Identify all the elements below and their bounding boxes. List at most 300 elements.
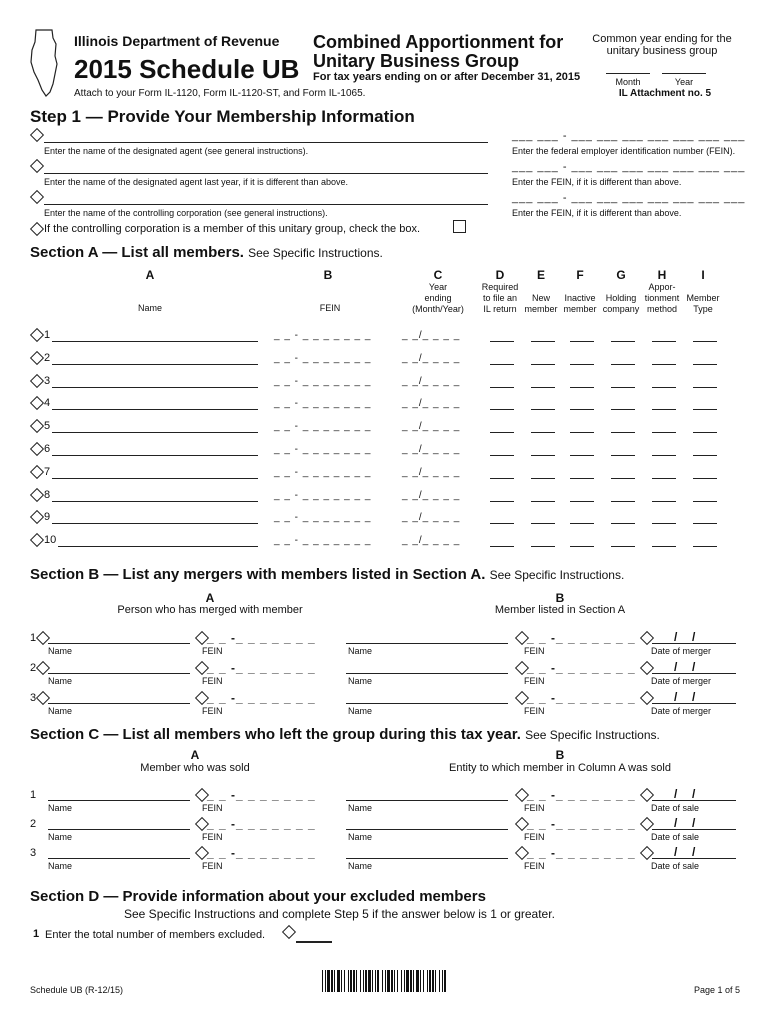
barcode-bar bbox=[356, 970, 357, 992]
sectionB-fein-a-input[interactable]: _ _ -_ _ _ _ _ _ _ bbox=[207, 661, 316, 675]
member-year-ending-input[interactable]: _ _/_ _ _ _ bbox=[402, 444, 461, 455]
section-a-col-d-header: IL return bbox=[483, 304, 517, 314]
section-a-row-number: 6 bbox=[44, 443, 51, 455]
required-to-file-input[interactable] bbox=[490, 432, 514, 433]
section-a-col-e-header: New bbox=[531, 293, 550, 303]
member-fein-input[interactable]: _ _ - _ _ _ _ _ _ _ bbox=[274, 421, 372, 433]
sectionC-fein-label: FEIN bbox=[524, 832, 545, 842]
barcode-bar bbox=[391, 970, 393, 992]
sectionB-name-label: Name bbox=[348, 706, 373, 716]
member-fein-input[interactable]: _ _ - _ _ _ _ _ _ _ bbox=[274, 535, 372, 547]
section-a-col-c-header: (Month/Year) bbox=[412, 304, 464, 314]
sectionC-name-label: Name bbox=[48, 803, 73, 813]
section-a-col-i-header: Member bbox=[686, 293, 720, 303]
holding-company-input[interactable] bbox=[611, 364, 635, 365]
inactive-member-input[interactable] bbox=[570, 364, 594, 365]
tax-years-note: For tax years ending on or after December 31, 2015 bbox=[313, 71, 581, 83]
sectionB-row-number: 1 bbox=[30, 632, 37, 644]
common-year-line2: unitary business group bbox=[606, 45, 718, 57]
section-a-row-number: 4 bbox=[44, 397, 51, 410]
section-a-col-fein: FEIN bbox=[319, 303, 341, 313]
fein-input[interactable]: ___ ___ - ___ ___ ___ ___ ___ ___ ___ bbox=[512, 130, 746, 142]
field-marker-icon bbox=[30, 128, 44, 142]
sectionB-name-b-input[interactable] bbox=[346, 703, 508, 704]
sectionB-date-slash-1: / bbox=[674, 690, 678, 704]
inactive-member-input[interactable] bbox=[570, 478, 594, 479]
member-type-input[interactable] bbox=[693, 432, 717, 433]
inactive-member-input[interactable] bbox=[570, 546, 594, 547]
sectionC-row-number: 1 bbox=[30, 789, 37, 801]
sectionB-name-label: Name bbox=[48, 676, 73, 686]
field-marker-icon bbox=[30, 222, 44, 236]
sectionC-fein-b-input[interactable]: _ _ -_ _ _ _ _ _ _ bbox=[527, 817, 636, 831]
new-member-input[interactable] bbox=[531, 387, 555, 388]
subtitle-line1: Combined Apportionment for bbox=[313, 32, 564, 52]
sectionB-fein-label: FEIN bbox=[202, 676, 223, 686]
field-marker-icon bbox=[30, 419, 44, 433]
step1-title: Step 1 — Provide Your Membership Information bbox=[30, 107, 415, 126]
section-a-col-d-header: Required bbox=[481, 282, 519, 292]
field-marker-icon bbox=[30, 533, 44, 547]
barcode-bar bbox=[427, 970, 428, 992]
barcode-bar bbox=[348, 970, 349, 992]
new-member-input[interactable] bbox=[531, 409, 555, 410]
attachment-number: IL Attachment no. 5 bbox=[618, 88, 712, 99]
member-type-input[interactable] bbox=[693, 387, 717, 388]
section-a-col-letter: H bbox=[657, 268, 667, 282]
apportionment-method-input[interactable] bbox=[652, 455, 676, 456]
member-type-input[interactable] bbox=[693, 409, 717, 410]
required-to-file-input[interactable] bbox=[490, 387, 514, 388]
sectionB-fein-b-input[interactable]: _ _ -_ _ _ _ _ _ _ bbox=[527, 631, 636, 645]
member-name-input[interactable] bbox=[52, 341, 258, 342]
fein-diff-label: Enter the FEIN, if it is different than above. bbox=[512, 177, 682, 187]
sectionC-name-label: Name bbox=[48, 832, 73, 842]
inactive-member-input[interactable] bbox=[570, 455, 594, 456]
sectionB-date-slash-2: / bbox=[692, 690, 696, 704]
month-label: Month bbox=[615, 77, 641, 87]
sectionB-fein-label: FEIN bbox=[524, 706, 545, 716]
section-a-row-number: 10 bbox=[44, 534, 57, 547]
section-a-col-i-header: Type bbox=[693, 304, 713, 314]
section-c-col-b-label: Entity to which member in Column A was sold bbox=[449, 762, 671, 774]
field-marker-icon bbox=[30, 328, 44, 342]
member-fein-input[interactable]: _ _ - _ _ _ _ _ _ _ bbox=[274, 375, 372, 387]
section-a-row-number: 3 bbox=[44, 374, 51, 387]
section-a-row-number: 9 bbox=[44, 511, 51, 524]
date-of-sale-label: Date of sale bbox=[651, 832, 700, 842]
field-marker-icon bbox=[30, 351, 44, 365]
barcode-bar bbox=[406, 970, 409, 992]
field-marker-icon bbox=[30, 510, 44, 524]
barcode-bar bbox=[334, 970, 335, 992]
barcode-bar bbox=[368, 970, 371, 992]
barcode-bar bbox=[331, 970, 333, 992]
sectionB-fein-label: FEIN bbox=[524, 646, 545, 656]
sectionB-name-label: Name bbox=[48, 706, 73, 716]
agent-last-year-input[interactable] bbox=[44, 173, 488, 174]
member-year-ending-input[interactable]: _ _/_ _ _ _ bbox=[402, 421, 461, 433]
controlling-checkbox-text: If the controlling corporation is a member of this unitary group, check the box. bbox=[44, 223, 421, 235]
sectionC-date-slash-1: / bbox=[674, 845, 678, 859]
fein-diff-label-2: Enter the FEIN, if it is different than above. bbox=[512, 208, 682, 218]
sectionC-date-slash-2: / bbox=[692, 816, 696, 830]
sectionC-name-b-input[interactable] bbox=[346, 858, 508, 859]
sectionC-row-number: 3 bbox=[30, 847, 37, 859]
member-type-input[interactable] bbox=[693, 546, 717, 547]
barcode-bar bbox=[360, 970, 361, 992]
sectionC-fein-label: FEIN bbox=[202, 861, 223, 871]
section-d-line-text: Enter the total number of members excluded. bbox=[45, 929, 266, 941]
section-a-row-number: 5 bbox=[44, 420, 51, 433]
section-a-col-h-header: tionment bbox=[644, 293, 680, 303]
section-a-col-letter: A bbox=[145, 268, 155, 282]
controlling-fein-input[interactable]: ___ ___ - ___ ___ ___ ___ ___ ___ ___ bbox=[512, 192, 746, 204]
holding-company-input[interactable] bbox=[611, 409, 635, 410]
barcode-bar bbox=[444, 970, 446, 992]
member-fein-input[interactable]: _ _ - _ _ _ _ _ _ _ bbox=[274, 489, 372, 501]
sectionB-row-number: 2 bbox=[30, 662, 37, 674]
apportionment-method-input[interactable] bbox=[652, 523, 676, 524]
sectionB-name-label: Name bbox=[48, 646, 73, 656]
section-d-title: Section D — Provide information about your excluded members bbox=[30, 888, 486, 905]
date-of-sale-label: Date of sale bbox=[651, 861, 700, 871]
barcode-bar bbox=[375, 970, 376, 992]
section-b-col-b-label: Member listed in Section A bbox=[494, 604, 626, 616]
inactive-member-input[interactable] bbox=[570, 409, 594, 410]
sectionB-fein-label: FEIN bbox=[202, 646, 223, 656]
holding-company-input[interactable] bbox=[611, 478, 635, 479]
inactive-member-input[interactable] bbox=[570, 432, 594, 433]
member-type-input[interactable] bbox=[693, 478, 717, 479]
date-of-sale-label: Date of sale bbox=[651, 803, 700, 813]
new-member-input[interactable] bbox=[531, 523, 555, 524]
section-a-col-letter: I bbox=[701, 268, 705, 282]
required-to-file-input[interactable] bbox=[490, 546, 514, 547]
sectionC-name-a-input[interactable] bbox=[48, 800, 190, 801]
sectionB-name-a-input[interactable] bbox=[48, 703, 190, 704]
agent-name-label: Enter the name of the designated agent (see general instructions). bbox=[44, 146, 309, 156]
illinois-map-icon bbox=[28, 28, 62, 98]
section-c-title: Section C — List all members who left the group during this tax year. See Specific Instructions. bbox=[30, 726, 660, 743]
member-fein-input[interactable]: _ _ - _ _ _ _ _ _ _ bbox=[274, 398, 372, 410]
form-title: 2015 Schedule UB bbox=[74, 54, 300, 84]
sectionC-name-b-input[interactable] bbox=[346, 829, 508, 830]
inactive-member-input[interactable] bbox=[570, 387, 594, 388]
date-of-merger-label: Date of merger bbox=[651, 706, 712, 716]
holding-company-input[interactable] bbox=[611, 341, 635, 342]
section-b-col-b: B bbox=[555, 591, 565, 605]
required-to-file-input[interactable] bbox=[490, 364, 514, 365]
member-name-input[interactable] bbox=[52, 455, 258, 456]
barcode-bar bbox=[416, 970, 419, 992]
section-a-col-h-header: Appor- bbox=[648, 282, 676, 292]
controlling-member-checkbox[interactable] bbox=[453, 220, 466, 233]
sectionC-date-slash-1: / bbox=[674, 787, 678, 801]
barcode-bar bbox=[365, 970, 367, 992]
field-marker-icon bbox=[30, 374, 44, 388]
sectionC-name-label: Name bbox=[348, 861, 373, 871]
member-year-ending-input[interactable]: _ _/_ _ _ _ bbox=[402, 330, 461, 341]
required-to-file-input[interactable] bbox=[490, 409, 514, 410]
section-a-col-letter: E bbox=[536, 268, 545, 282]
section-a-col-letter: G bbox=[616, 268, 626, 282]
member-name-input[interactable] bbox=[52, 387, 258, 388]
sectionB-date-slash-2: / bbox=[692, 630, 696, 644]
section-b-col-a-label: Person who has merged with member bbox=[117, 604, 303, 616]
apportionment-method-input[interactable] bbox=[652, 546, 676, 547]
barcode-bar bbox=[344, 970, 345, 992]
holding-company-input[interactable] bbox=[611, 546, 635, 547]
sectionB-fein-a-input[interactable]: _ _ -_ _ _ _ _ _ _ bbox=[207, 691, 316, 705]
inactive-member-input[interactable] bbox=[570, 341, 594, 342]
new-member-input[interactable] bbox=[531, 455, 555, 456]
barcode-bar bbox=[353, 970, 355, 992]
common-year-field[interactable] bbox=[662, 73, 706, 74]
member-name-input[interactable] bbox=[58, 546, 258, 547]
controlling-corp-input[interactable] bbox=[44, 204, 488, 205]
sectionB-row-number: 3 bbox=[30, 692, 37, 704]
section-a-col-g-header: Holding bbox=[605, 293, 637, 303]
section-b-col-a: A bbox=[205, 591, 215, 605]
apportionment-method-input[interactable] bbox=[652, 364, 676, 365]
member-year-ending-input[interactable]: _ _/_ _ _ _ bbox=[402, 398, 461, 410]
member-fein-input[interactable]: _ _ - _ _ _ _ _ _ _ bbox=[274, 352, 372, 364]
barcode-bar bbox=[377, 970, 379, 992]
department-name: Illinois Department of Revenue bbox=[74, 33, 280, 49]
barcode-bar bbox=[387, 970, 390, 992]
member-fein-input[interactable]: _ _ - _ _ _ _ _ _ _ bbox=[274, 512, 372, 524]
holding-company-input[interactable] bbox=[611, 455, 635, 456]
sectionC-fein-label: FEIN bbox=[524, 861, 545, 871]
barcode-bar bbox=[410, 970, 412, 992]
barcode-bar bbox=[442, 970, 443, 992]
member-year-ending-input[interactable]: _ _/_ _ _ _ bbox=[402, 489, 461, 501]
field-marker-icon bbox=[30, 488, 44, 502]
section-a-col-h-header: method bbox=[646, 304, 678, 314]
attach-note: Attach to your Form IL-1120, Form IL-1120-ST, and Form IL-1065. bbox=[74, 88, 366, 99]
new-member-input[interactable] bbox=[531, 478, 555, 479]
designated-agent-name-input[interactable] bbox=[44, 142, 488, 143]
member-year-ending-input[interactable]: _ _/_ _ _ _ bbox=[402, 535, 461, 547]
barcode-bar bbox=[432, 970, 434, 992]
sectionC-row-number: 2 bbox=[30, 818, 37, 830]
new-member-input[interactable] bbox=[531, 364, 555, 365]
apportionment-method-input[interactable] bbox=[652, 387, 676, 388]
sectionB-date-slash-2: / bbox=[692, 660, 696, 674]
sectionB-name-b-input[interactable] bbox=[346, 643, 508, 644]
member-fein-input[interactable]: _ _ - _ _ _ _ _ _ _ bbox=[274, 330, 372, 341]
inactive-member-input[interactable] bbox=[570, 523, 594, 524]
apportionment-method-input[interactable] bbox=[652, 478, 676, 479]
barcode-bar bbox=[341, 970, 342, 992]
fein-last-year-input[interactable]: ___ ___ - ___ ___ ___ ___ ___ ___ ___ bbox=[512, 161, 746, 173]
barcode-bar bbox=[372, 970, 373, 992]
barcode-bar bbox=[363, 970, 364, 992]
sectionB-fein-b-input[interactable]: _ _ -_ _ _ _ _ _ _ bbox=[527, 661, 636, 675]
sectionC-name-label: Name bbox=[348, 803, 373, 813]
sectionB-name-label: Name bbox=[348, 646, 373, 656]
agent-last-year-label: Enter the name of the designated agent last year, if it is different than above. bbox=[44, 177, 349, 187]
apportionment-method-input[interactable] bbox=[652, 501, 676, 502]
apportionment-method-input[interactable] bbox=[652, 432, 676, 433]
section-b-title: Section B — List any mergers with members listed in Section A. See Specific Instructions. bbox=[30, 566, 625, 583]
sectionC-date-slash-1: / bbox=[674, 816, 678, 830]
member-year-ending-input[interactable]: _ _/_ _ _ _ bbox=[402, 375, 461, 387]
field-marker-icon bbox=[30, 396, 44, 410]
section-a-col-c-header: ending bbox=[424, 293, 452, 303]
holding-company-input[interactable] bbox=[611, 523, 635, 524]
member-year-ending-input[interactable]: _ _/_ _ _ _ bbox=[402, 352, 461, 364]
member-name-input[interactable] bbox=[52, 523, 258, 524]
sectionC-name-label: Name bbox=[348, 832, 373, 842]
member-name-input[interactable] bbox=[52, 409, 258, 410]
section-d-line-number: 1 bbox=[33, 928, 40, 940]
section-a-col-c-header: Year bbox=[428, 282, 448, 292]
section-a-col-letter: F bbox=[576, 268, 584, 282]
sectionC-name-b-input[interactable] bbox=[346, 800, 508, 801]
section-a-col-f-header: member bbox=[563, 304, 597, 314]
fein-label: Enter the federal employer identification number (FEIN). bbox=[512, 146, 736, 156]
member-name-input[interactable] bbox=[52, 364, 258, 365]
sectionC-fein-a-input[interactable]: _ _ -_ _ _ _ _ _ _ bbox=[207, 846, 316, 860]
sectionC-name-label: Name bbox=[48, 861, 73, 871]
apportionment-method-input[interactable] bbox=[652, 341, 676, 342]
sectionB-fein-a-input[interactable]: _ _ -_ _ _ _ _ _ _ bbox=[207, 631, 316, 645]
section-a-title: Section A — List all members. See Specific Instructions. bbox=[30, 244, 383, 261]
section-a-col-g-header: company bbox=[602, 304, 640, 314]
common-month-field[interactable] bbox=[606, 73, 650, 74]
required-to-file-input[interactable] bbox=[490, 341, 514, 342]
date-of-merger-label: Date of merger bbox=[651, 646, 712, 656]
field-marker-icon bbox=[30, 465, 44, 479]
member-name-input[interactable] bbox=[52, 478, 258, 479]
required-to-file-input[interactable] bbox=[490, 455, 514, 456]
barcode-bar bbox=[350, 970, 352, 992]
sectionB-name-a-input[interactable] bbox=[48, 643, 190, 644]
sectionC-fein-label: FEIN bbox=[202, 832, 223, 842]
section-a-row-number: 8 bbox=[44, 488, 51, 501]
barcode-bar bbox=[385, 970, 386, 992]
member-fein-input[interactable]: _ _ - _ _ _ _ _ _ _ bbox=[274, 466, 372, 478]
section-c-col-a: A bbox=[190, 748, 200, 762]
barcode-bar bbox=[413, 970, 414, 992]
barcode-bar bbox=[322, 970, 323, 992]
sectionC-name-a-input[interactable] bbox=[48, 858, 190, 859]
page-number: Page 1 of 5 bbox=[693, 985, 740, 995]
barcode-bar bbox=[435, 970, 436, 992]
barcode-bar bbox=[423, 970, 424, 992]
member-fein-input[interactable]: _ _ - _ _ _ _ _ _ _ bbox=[274, 444, 372, 455]
holding-company-input[interactable] bbox=[611, 501, 635, 502]
barcode-bar bbox=[420, 970, 421, 992]
required-to-file-input[interactable] bbox=[490, 523, 514, 524]
sectionB-name-label: Name bbox=[348, 676, 373, 686]
member-year-ending-input[interactable]: _ _/_ _ _ _ bbox=[402, 512, 461, 524]
section-a-col-letter: C bbox=[433, 268, 443, 282]
section-a-row-number: 1 bbox=[44, 329, 51, 341]
controlling-label: Enter the name of the controlling corporation (see general instructions). bbox=[44, 208, 328, 218]
section-c-col-b: B bbox=[555, 748, 565, 762]
sectionC-fein-a-input[interactable]: _ _ -_ _ _ _ _ _ _ bbox=[207, 817, 316, 831]
section-a-col-e-header: member bbox=[524, 304, 558, 314]
new-member-input[interactable] bbox=[531, 432, 555, 433]
barcode-icon bbox=[320, 970, 450, 998]
member-type-input[interactable] bbox=[693, 501, 717, 502]
barcode-bar bbox=[394, 970, 395, 992]
new-member-input[interactable] bbox=[531, 501, 555, 502]
new-member-input[interactable] bbox=[531, 341, 555, 342]
section-a-col-f-header: Inactive bbox=[564, 293, 596, 303]
sectionB-fein-label: FEIN bbox=[524, 676, 545, 686]
member-type-input[interactable] bbox=[693, 364, 717, 365]
member-name-input[interactable] bbox=[52, 432, 258, 433]
inactive-member-input[interactable] bbox=[570, 501, 594, 502]
member-type-input[interactable] bbox=[693, 455, 717, 456]
barcode-bar bbox=[429, 970, 431, 992]
member-name-input[interactable] bbox=[52, 501, 258, 502]
sectionC-fein-b-input[interactable]: _ _ -_ _ _ _ _ _ _ bbox=[527, 846, 636, 860]
section-d-note: See Specific Instructions and complete Step 5 if the answer below is 1 or greater. bbox=[124, 907, 555, 921]
sectionB-fein-b-input[interactable]: _ _ -_ _ _ _ _ _ _ bbox=[527, 691, 636, 705]
barcode-bar bbox=[337, 970, 340, 992]
sectionB-name-b-input[interactable] bbox=[346, 673, 508, 674]
sectionB-fein-label: FEIN bbox=[202, 706, 223, 716]
sectionB-date-slash-1: / bbox=[674, 660, 678, 674]
excluded-members-count-input[interactable] bbox=[296, 941, 332, 943]
field-marker-icon bbox=[30, 159, 44, 173]
sectionC-fein-label: FEIN bbox=[524, 803, 545, 813]
section-a-row-number: 7 bbox=[44, 465, 51, 478]
section-c-col-a-label: Member who was sold bbox=[140, 762, 250, 774]
sectionC-fein-b-input[interactable]: _ _ -_ _ _ _ _ _ _ bbox=[527, 788, 636, 802]
holding-company-input[interactable] bbox=[611, 432, 635, 433]
member-type-input[interactable] bbox=[693, 341, 717, 342]
sectionB-date-slash-1: / bbox=[674, 630, 678, 644]
field-marker-icon bbox=[30, 442, 44, 456]
section-a-col-letter: B bbox=[323, 268, 333, 282]
section-a-col-d-header: to file an bbox=[482, 293, 518, 303]
sectionB-name-a-input[interactable] bbox=[48, 673, 190, 674]
sectionC-fein-label: FEIN bbox=[202, 803, 223, 813]
section-a-row-number: 2 bbox=[44, 351, 51, 364]
barcode-bar bbox=[327, 970, 330, 992]
date-of-merger-label: Date of merger bbox=[651, 676, 712, 686]
sectionC-date-slash-2: / bbox=[692, 787, 696, 801]
barcode-bar bbox=[401, 970, 402, 992]
sectionC-fein-a-input[interactable]: _ _ -_ _ _ _ _ _ _ bbox=[207, 788, 316, 802]
new-member-input[interactable] bbox=[531, 546, 555, 547]
year-label: Year bbox=[674, 77, 694, 87]
member-year-ending-input[interactable]: _ _/_ _ _ _ bbox=[402, 466, 461, 478]
sectionC-date-slash-2: / bbox=[692, 845, 696, 859]
barcode-bar bbox=[325, 970, 326, 992]
required-to-file-input[interactable] bbox=[490, 501, 514, 502]
holding-company-input[interactable] bbox=[611, 387, 635, 388]
barcode-bar bbox=[397, 970, 398, 992]
form-id: Schedule UB (R-12/15) bbox=[30, 985, 124, 995]
apportionment-method-input[interactable] bbox=[652, 409, 676, 410]
field-marker-icon bbox=[282, 925, 296, 939]
barcode-bar bbox=[404, 970, 405, 992]
common-year-line1: Common year ending for the bbox=[592, 33, 732, 45]
required-to-file-input[interactable] bbox=[490, 478, 514, 479]
section-a-col-letter: D bbox=[495, 268, 505, 282]
member-type-input[interactable] bbox=[693, 523, 717, 524]
subtitle-line2: Unitary Business Group bbox=[313, 51, 520, 71]
barcode-bar bbox=[439, 970, 440, 992]
sectionC-name-a-input[interactable] bbox=[48, 829, 190, 830]
